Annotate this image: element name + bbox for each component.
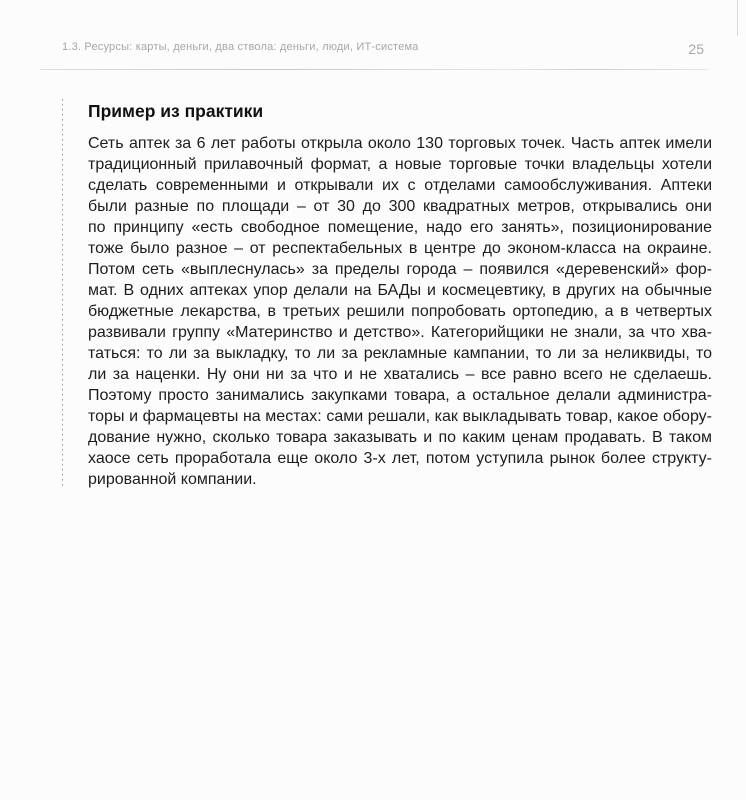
text-line: бюджетные лекарства, в третьих решили попробовать ортопедию, а в четвертых: [88, 303, 712, 320]
scan-edge-line: [737, 0, 738, 36]
text-line: были разные по площади – от 30 до 300 квадратных метров, открывались они: [88, 198, 712, 215]
example-body: [88, 133, 712, 490]
text-line: мат. В одних аптеках упор делали на БАДы и космецевтику, в других на обычные: [88, 282, 712, 299]
text-line: дование нужно, сколько товара заказывать и по каким ценам продавать. В таком: [88, 429, 712, 446]
text-line: традиционный прилавочный формат, а новые торговые точки владельцы хотели: [88, 156, 712, 173]
text-line: торы и фармацевты на местах: сами решали, как выкладывать товар, какое обору-: [88, 408, 712, 425]
example-heading: Пример из практики: [88, 101, 264, 121]
sidebar-dotted-line: [62, 99, 63, 486]
text-line: Сеть аптек за 6 лет работы открыла около 130 торговых точек. Часть аптек имели: [88, 135, 712, 152]
header-divider: [40, 69, 708, 70]
running-head: 1.3. Ресурсы: карты, деньги, два ствола: деньги, люди, ИТ-система: [62, 41, 419, 53]
text-line: сделать современными и открывали их с отделами самообслуживания. Аптеки: [88, 177, 712, 194]
text-line: рированной компании.: [88, 471, 257, 488]
page-number: 25: [688, 41, 704, 57]
text-line: по принципу «есть свободное помещение, надо его занять», позиционирование: [88, 219, 712, 236]
text-line: развивали группу «Материнство и детство». Категорийщики не знали, за что хва-: [88, 324, 712, 341]
text-line: тоже было разное – от респектабельных в центре до эконом-класса на окраине.: [88, 240, 712, 257]
text-line: хаосе сеть проработала еще около 3-х лет, потом уступила рынок более структу-: [88, 450, 712, 467]
text-line: Потом сеть «выплеснулась» за пределы города – появился «деревенский» фор-: [88, 261, 712, 278]
text-line: ли за наценки. Ну они ни за что и не хватались – все равно всего не сделаешь.: [88, 366, 712, 383]
text-line: таться: то ли за выкладку, то ли за рекламные кампании, то ли за неликвиды, то: [88, 345, 712, 362]
text-line: Поэтому просто занимались закупками товара, а остальное делали администра-: [88, 387, 712, 404]
